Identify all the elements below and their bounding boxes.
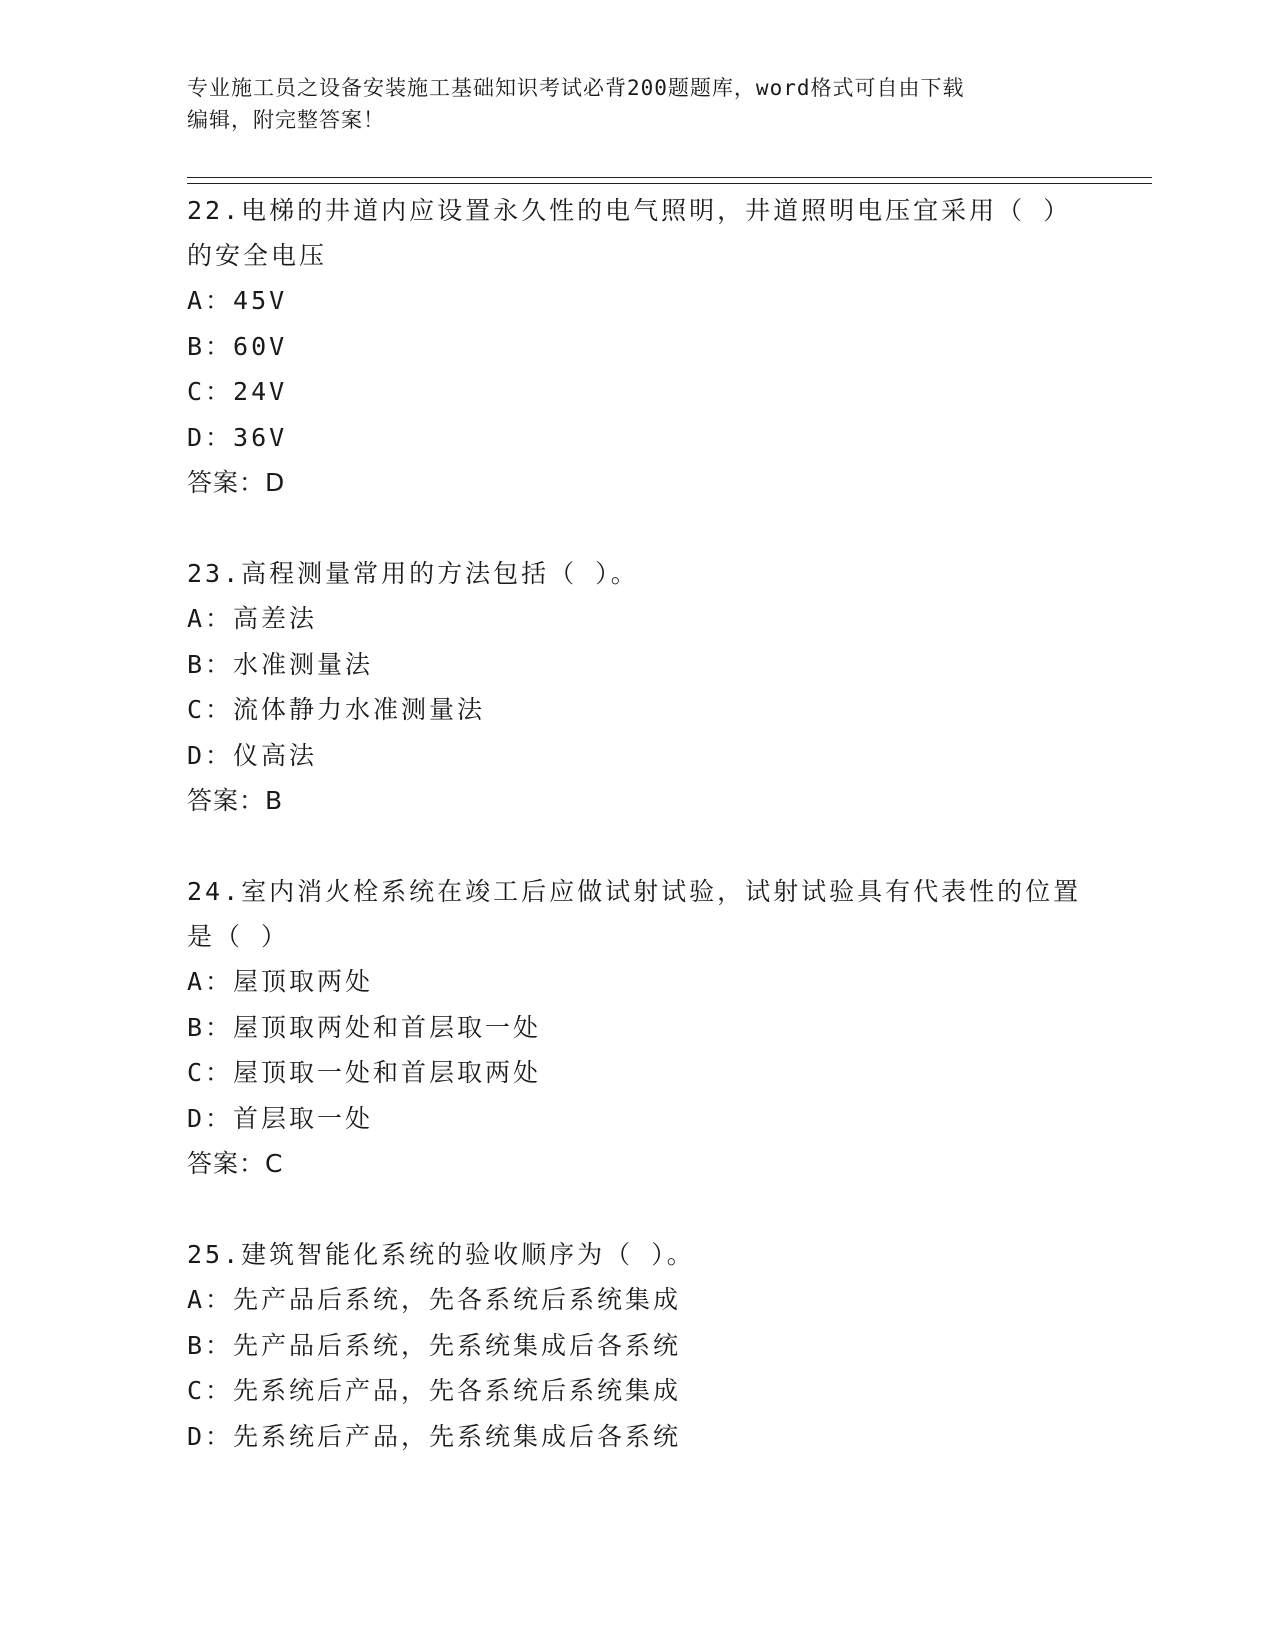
- option-b: B：水准测量法: [187, 649, 374, 679]
- option-a: A：屋顶取两处: [187, 967, 374, 996]
- question-text: 25.建筑智能化系统的验收顺序为（ ）。: [187, 1240, 695, 1269]
- document-header: [187, 72, 1087, 136]
- question-22: [187, 188, 1087, 505]
- option-d: D：先系统后产品，先系统集成后各系统: [187, 1421, 682, 1451]
- option-a: A：高差法: [187, 604, 318, 633]
- option-a: A：先产品后系统，先各系统后系统集成: [187, 1285, 682, 1314]
- option-c: C：屋顶取一处和首层取两处: [187, 1058, 542, 1087]
- option-b: B：先产品后系统，先系统集成后各系统: [187, 1330, 682, 1360]
- option-d: D：36V: [187, 422, 288, 452]
- header-line-2: 编辑，附完整答案！: [187, 108, 385, 132]
- question-text: 24.室内消火栓系统在竣工后应做试射试验，试射试验具有代表性的位置是（ ）: [187, 877, 1082, 951]
- header-rule-top: [187, 177, 1152, 178]
- option-b: B：60V: [187, 331, 288, 361]
- header-rule-bottom: [187, 183, 1152, 184]
- answer: 答案：B: [187, 786, 284, 815]
- answer: 答案：D: [187, 468, 286, 497]
- question-25: [187, 1232, 1087, 1459]
- question-24: [187, 869, 1087, 1186]
- question-text: 22.电梯的井道内应设置永久性的电气照明，井道照明电压宜采用（ ）的安全电压: [187, 196, 1072, 270]
- option-b: B：屋顶取两处和首层取一处: [187, 1012, 542, 1042]
- header-line-1: 专业施工员之设备安装施工基础知识考试必背200题题库，word格式可自由下载: [187, 76, 965, 100]
- option-d: D：仪高法: [187, 740, 318, 770]
- answer: 答案：C: [187, 1149, 284, 1178]
- question-text: 23.高程测量常用的方法包括（ ）。: [187, 559, 639, 588]
- option-a: A：45V: [187, 286, 288, 315]
- question-list: [187, 188, 1087, 1505]
- question-23: [187, 551, 1087, 823]
- option-c: C：先系统后产品，先各系统后系统集成: [187, 1376, 682, 1405]
- option-c: C：流体静力水准测量法: [187, 695, 486, 724]
- option-d: D：首层取一处: [187, 1103, 374, 1133]
- option-c: C：24V: [187, 377, 288, 406]
